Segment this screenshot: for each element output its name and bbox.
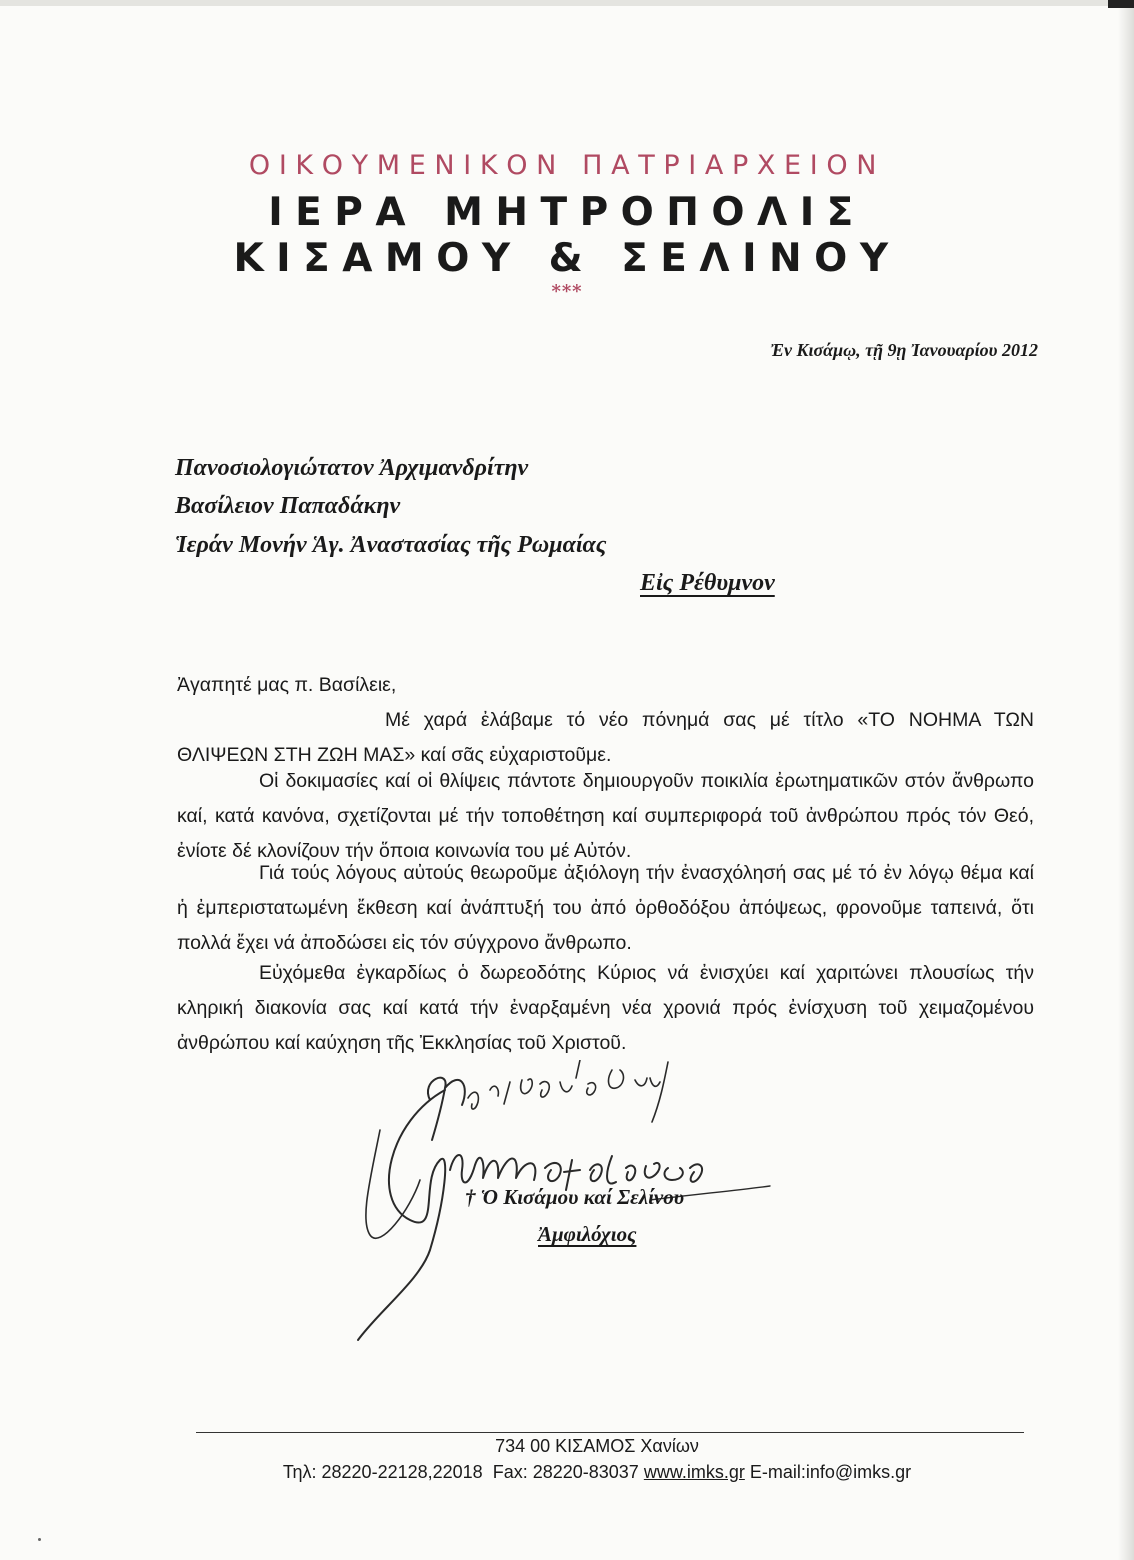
letter-date: Ἐν Κισάμῳ, τῇ 9ῃ Ἰανουαρίου 2012 [770,340,1038,360]
recipient-title: Πανοσιολογιώτατον Ἀρχιμανδρίτην [175,455,529,481]
paragraph-4: Εὐχόμεθα ἐγκαρδίως ὁ δωρεοδότης Κύριος νά ἐνισχύει καί χαριτώνει πλουσίως τήν κληρική διακονία σας καί κατά τήν ἐναρξαμένη νέα χρονιά πρός ἐνίσχυση τοῦ χειμαζομένου ἀνθρώπου καί καύχηση τῆς Ἐκκλησίας τοῦ Χριστοῦ. [177,962,1034,1054]
letterhead-patriarchate: ΟΙΚΟΥΜΕΝΙΚΟΝ ΠΑΤΡΙΑΡΧΕΙΟΝ [248,150,886,181]
paragraph-1: Μέ χαρά ἐλάβαμε τό νέο πόνημά σας μέ τίτλο «ΤΟ ΝΟΗΜΑ ΤΩΝ ΘΛΙΨΕΩΝ ΣΤΗ ΖΩΗ ΜΑΣ» καί σᾶς εὐχαριστοῦμε. [177,709,1034,766]
footer-contacts [30,1462,1134,1483]
recipient-monastery: Ἱεράν Μονήν Ἁγ. Ἀναστασίας τῆς Ρωμαίας [175,532,607,558]
footer-website-link[interactable]: www.imks.gr [643,1462,745,1482]
signer-title: † Ὁ Κισάμου καί Σελίνου [465,1185,685,1209]
scan-speck [38,1538,41,1541]
letterhead-metropolis: ΙΕΡΑ ΜΗΤΡΟΠΟΛΙΣ [268,190,866,235]
signer-name: Ἀμφιλόχιος [538,1222,637,1246]
handwritten-signature [350,1060,790,1360]
page-edge [0,0,1134,6]
recipient-name: Βασίλειον Παπαδάκην [175,493,401,519]
paragraph-2: Οἱ δοκιμασίες καί οἱ θλίψεις πάντοτε δημιουργοῦν ποικιλία ἐρωτηματικῶν στόν ἄνθρωπο καί, κατά κανόνα, σχετίζονται μέ τήν τοποθέτηση καί συμπεριφορά τοῦ ἀνθρώπου πρός τόν Θεό, ἐνίοτε δέ κλονίζουν τήν ὅποια κοινωνία του μέ Αὐτόν. [177,770,1034,862]
footer-email[interactable]: E-mail:info@imks.gr [749,1462,912,1482]
scan-corner-mark [1108,0,1134,8]
recipient-city: Εἰς Ρέθυμνον [640,570,775,596]
letterhead-ornament: *** [551,281,583,302]
footer-address: 734 00 ΚΙΣΑΜΟΣ Χανίων [495,1436,699,1456]
footer-phone: Τηλ: 28220-22128,22018 [282,1462,483,1482]
footer-fax: Fax: 28220-83037 [492,1462,639,1482]
salutation: Ἀγαπητέ μας π. Βασίλειε, [177,674,397,696]
footer-divider [196,1432,1024,1433]
letterhead-diocese: ΚΙΣΑΜΟΥ & ΣΕΛΙΝΟΥ [233,236,901,281]
paragraph-3: Γιά τούς λόγους αὐτούς θεωροῦμε ἀξιόλογη τήν ἐνασχόλησή σας μέ τό ἐν λόγῳ θέμα καί ἡ ἐμπεριστατωμένη ἔκθεση καί ἀνάπτυξή του ἀπό ὀρθοδόξου ἀπόψεως, φρονοῦμε ταπεινά, ὅτι πολλά ἔχει νά ἀποδώσει εἰς τόν σύγχρονο ἄνθρωπο. [177,862,1034,954]
